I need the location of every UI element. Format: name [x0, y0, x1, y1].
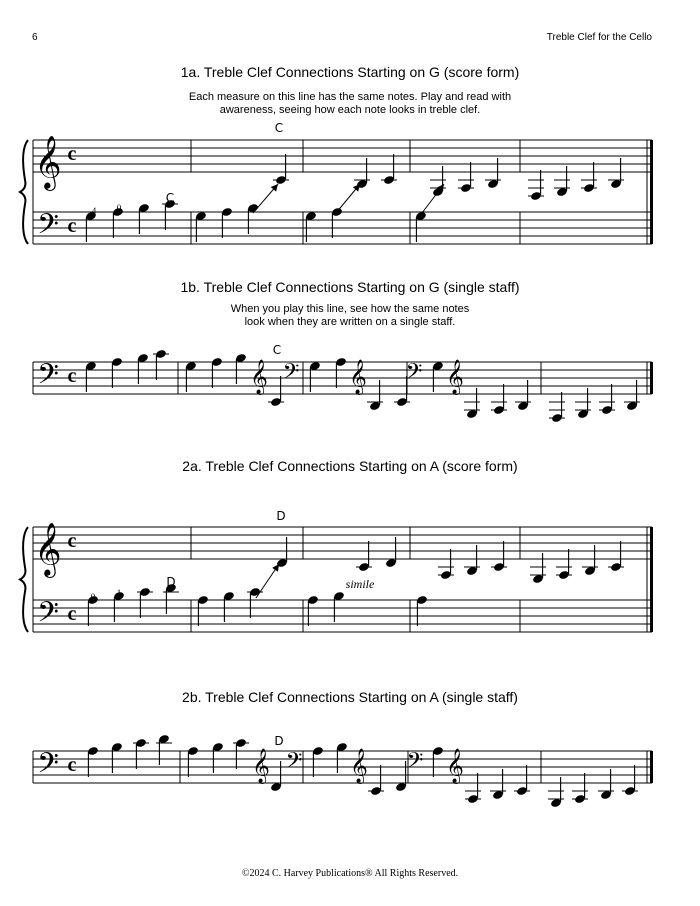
note: [416, 595, 428, 626]
common-time-icon: c: [67, 530, 77, 552]
note: [276, 537, 288, 568]
arrow-head: [272, 564, 279, 572]
note: [367, 380, 383, 411]
bass-clef-icon: 𝄢: [37, 208, 59, 248]
note: [395, 761, 407, 792]
note: [530, 553, 546, 584]
note: [575, 388, 591, 419]
bass-staff-1a: [33, 212, 652, 244]
note: [307, 595, 319, 626]
note: [197, 595, 209, 626]
bass-clef-icon: 𝄢: [37, 358, 59, 398]
note: [599, 384, 615, 415]
note: [608, 158, 624, 189]
note: [309, 361, 321, 392]
note: [270, 761, 282, 792]
common-time-icon: c: [67, 215, 77, 237]
note-name-c: C: [272, 343, 282, 357]
simile-marking: simile: [345, 577, 375, 591]
note-name-c: C: [165, 191, 175, 205]
note-name-c: C: [274, 121, 284, 135]
treble-clef-icon: 𝄞: [34, 521, 62, 576]
note: [137, 587, 153, 618]
note: [622, 765, 638, 796]
note: [548, 777, 564, 808]
note: [554, 166, 570, 197]
note: [87, 746, 99, 777]
note: [138, 203, 150, 234]
note: [572, 773, 588, 804]
note: [111, 742, 123, 773]
note: [312, 746, 324, 777]
note: [156, 734, 172, 765]
page-number: 6: [32, 32, 38, 43]
note: [223, 591, 235, 622]
note: [195, 211, 207, 242]
final-barline: [650, 362, 653, 394]
final-barline: [650, 140, 653, 244]
note: [368, 765, 384, 796]
note: [490, 769, 506, 800]
section-title-2a: 2a. Treble Clef Connections Starting on A (score form): [182, 458, 518, 474]
note: [624, 380, 640, 411]
instruction-1b-line2: look when they are written on a single staff.: [244, 316, 456, 328]
note: [356, 541, 372, 572]
staff-2b: [33, 748, 652, 784]
note-name-d: D: [274, 734, 284, 748]
note: [415, 211, 427, 242]
note: [185, 361, 197, 392]
bass-clef-icon: 𝄢: [285, 748, 303, 779]
fingering-1: 1: [116, 588, 122, 598]
note-name-d: D: [166, 575, 176, 589]
note: [432, 361, 444, 392]
instruction-1a-line2: awareness, seeing how each note looks in treble clef.: [219, 104, 481, 116]
final-barline: [650, 527, 653, 632]
note: [273, 154, 289, 185]
bass-clef-icon: 𝄢: [282, 359, 300, 390]
note: [438, 549, 454, 580]
note: [133, 738, 149, 769]
note: [153, 349, 169, 380]
instruction-1b-line1: When you play this line, see how the same notes: [230, 303, 470, 315]
note: [515, 380, 531, 411]
common-time-icon: c: [67, 365, 77, 387]
section-title-1a: 1a. Treble Clef Connections Starting on G (score form): [180, 64, 520, 80]
note: [465, 773, 481, 804]
copyright-footer: ©2024 C. Harvey Publications® All Rights Reserved.: [241, 868, 459, 879]
arrow-icon: [256, 564, 279, 598]
treble-clef-icon: 𝄞: [252, 748, 270, 784]
note: [582, 545, 598, 576]
treble-clef-icon: 𝄞: [350, 748, 368, 784]
treble-staff-1a: [33, 140, 652, 172]
note: [381, 154, 397, 185]
final-barline: [650, 751, 653, 783]
arrow-icon: [253, 184, 278, 213]
treble-clef-icon: 𝄞: [446, 748, 464, 784]
fingering-0: 0: [90, 592, 96, 602]
note: [464, 545, 480, 576]
note: [111, 357, 123, 388]
note: [212, 742, 224, 773]
note: [268, 376, 284, 407]
treble-staff-2a: [33, 527, 652, 559]
treble-clef-icon: 𝄞: [446, 359, 464, 395]
note: [598, 769, 614, 800]
note: [336, 742, 348, 773]
note: [305, 211, 317, 242]
note: [221, 207, 233, 238]
note: [187, 746, 199, 777]
bass-clef-icon: 𝄢: [405, 359, 423, 390]
arrow-head: [353, 184, 360, 192]
note: [233, 738, 249, 769]
arrow-icon: [336, 184, 360, 213]
section-title-2b: 2b. Treble Clef Connections Starting on A (single staff): [182, 689, 518, 705]
note: [137, 353, 149, 384]
note: [458, 162, 474, 193]
staff-1b: [33, 359, 652, 395]
note: [385, 537, 397, 568]
fingering-4: 4: [91, 206, 97, 216]
treble-clef-icon: 𝄞: [34, 134, 62, 189]
system-brace: [20, 527, 28, 632]
note: [235, 353, 247, 384]
note: [491, 541, 507, 572]
common-time-icon: c: [67, 754, 77, 776]
bass-staff-2a: [33, 600, 652, 632]
treble-clef-icon: 𝄞: [349, 359, 367, 395]
note: [556, 549, 572, 580]
common-time-icon: c: [67, 143, 77, 165]
note: [211, 357, 223, 388]
note: [528, 170, 544, 201]
section-title-1b: 1b. Treble Clef Connections Starting on G (single staff): [180, 279, 520, 295]
bass-clef-icon: 𝄢: [37, 747, 59, 787]
treble-clef-icon: 𝄞: [250, 359, 268, 395]
note: [85, 361, 97, 392]
note: [549, 392, 565, 423]
note: [333, 591, 345, 622]
bass-clef-icon: 𝄢: [406, 748, 424, 779]
system-brace: [20, 140, 28, 244]
note: [491, 384, 507, 415]
note: [354, 158, 370, 189]
bass-clef-icon: 𝄢: [37, 596, 59, 636]
note: [514, 765, 530, 796]
note: [335, 357, 347, 388]
common-time-icon: c: [67, 603, 77, 625]
note: [432, 746, 444, 777]
fingering-0: 0: [116, 203, 122, 213]
note: [581, 162, 597, 193]
note: [608, 541, 624, 572]
note: [485, 158, 501, 189]
running-title: Treble Clef for the Cello: [546, 32, 652, 43]
note: [464, 388, 480, 419]
note-name-d: D: [276, 509, 286, 523]
instruction-1a-line1: Each measure on this line has the same notes. Play and read with: [188, 91, 512, 103]
